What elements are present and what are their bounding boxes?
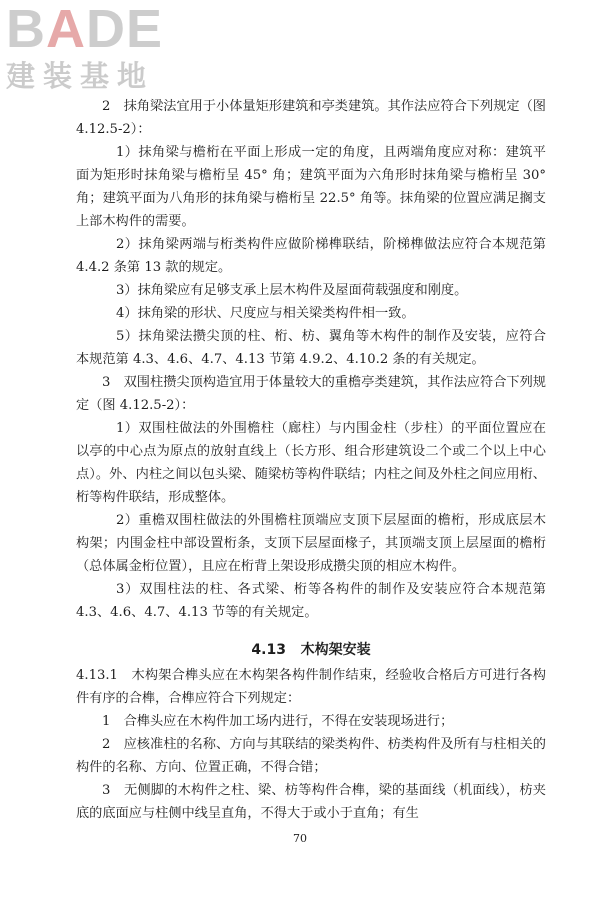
paragraph: 5）抹角梁法攒尖顶的柱、桁、枋、翼角等木构件的制作及安装，应符合本规范第 4.3、4.6、4.7、4.13 节第 4.9.2、4.10.2 条的有关规定。 <box>76 329 546 367</box>
section-heading <box>76 638 546 662</box>
paragraph: 3 双围柱攒尖顶构造宜用于体量较大的重檐亭类建筑，其作法应符合下列规定（图 4.12.5-2）： <box>76 375 546 413</box>
clause-item: 1 合榫头应在木构件加工场内进行，不得在安装现场进行； <box>102 714 454 729</box>
document-body <box>76 95 546 825</box>
paragraph: 2）抹角梁两端与桁类构件应做阶梯榫联结，阶梯榫做法应符合本规范第 4.4.2 条第 13 款的规定。 <box>76 237 546 275</box>
page-number: 70 <box>293 832 307 845</box>
section-title: 木构架安装 <box>300 642 371 658</box>
paragraph: 1）双围柱做法的外围檐柱（廊柱）与内围金柱（步柱）的平面位置应在以亭的中心点为原点的放射直线上（长方形、组合形建筑设二个或二个以上中心点）。外、内柱之间以包头梁、随梁枋等构件联结；内柱之间及外柱之间应用桁、桁等构件联结，形成整体。 <box>76 421 546 505</box>
section-number: 4.13 <box>251 642 286 658</box>
logo <box>6 2 196 102</box>
paragraph: 3）双围柱法的柱、各式梁、桁等各构件的制作及安装应符合本规范第 4.3、4.6、4.7、4.13 节等的有关规定。 <box>76 582 546 620</box>
logo-chinese-name: 建装基地 <box>6 59 155 93</box>
clause-item: 2 应核准柱的名称、方向与其联结的梁类构件、枋类构件及所有与柱相关的构件的名称、方向、位置正确，不得合错； <box>76 737 546 775</box>
paragraph: 2）重檐双围柱做法的外围檐柱顶端应支顶下层屋面的檐桁，形成底层木构架；内围金柱中部设置桁条，支顶下层屋面椽子，其顶端支顶上层屋面的檐桁（总体属金桁位置），且应在桁背上架设形成攒尖顶的相应木构件。 <box>76 513 546 574</box>
paragraph: 2 抹角梁法宜用于小体量矩形建筑和亭类建筑。其作法应符合下列规定（图 4.12.5-2）： <box>76 99 546 137</box>
clause-item: 3 无侧脚的木构件之柱、梁、枋等构件合榫，梁的基面线（机面线），枋夹底的底面应与柱侧中线呈直角，不得大于或小于直角；有生 <box>76 783 546 821</box>
paragraph: 4）抹角梁的形状、尺度应与相关梁类构件相一致。 <box>116 306 415 321</box>
paragraph: 1）抹角梁与檐桁在平面上形成一定的角度，且两端角度应对称：建筑平面为矩形时抹角梁与檐桁呈 45° 角；建筑平面为六角形时抹角梁与檐桁呈 30° 角；建筑平面为八角形的抹角梁与檐桁呈 22.5° 角等。抹角梁的位置应满足搁支上部木构件的需要。 <box>76 145 546 229</box>
clause-paragraph: 4.13.1 木构架合榫头应在木构架各构件制作结束，经验收合格后方可进行各构件有序的合榫，合榫应符合下列规定： <box>76 668 546 706</box>
logo-wordmark: BADE <box>6 0 164 59</box>
paragraph: 3）抹角梁应有足够支承上层木构件及屋面荷载强度和刚度。 <box>116 283 468 298</box>
